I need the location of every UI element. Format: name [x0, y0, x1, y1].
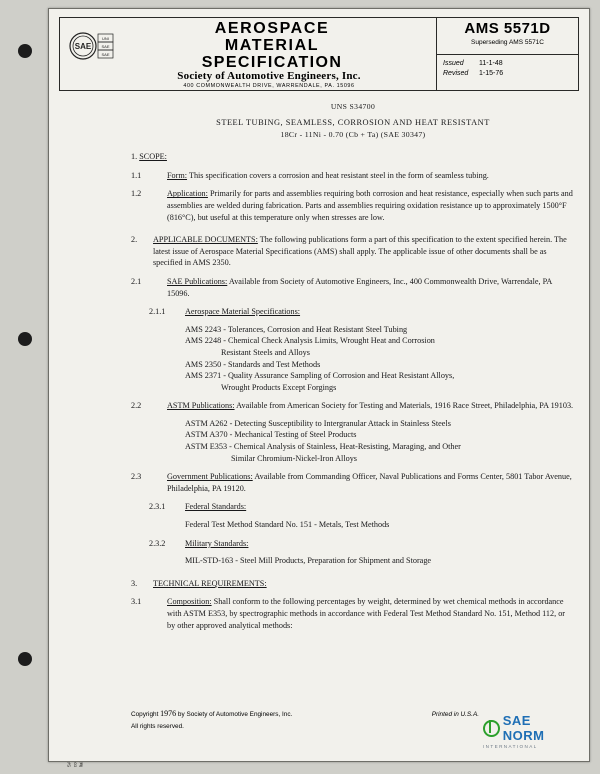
paragraph-2-2-number: 2.2: [131, 401, 142, 411]
subject-line-2: 18Cr - 11Ni - 0.70 (Cb + Ta) (SAE 30347): [280, 129, 426, 139]
paragraph-2-3-1: [131, 501, 575, 513]
list-item: ASTM E353 - Chemical Analysis of Stainless, Heat-Resisting, Maraging, and Other: [185, 442, 461, 452]
list-item: Similar Chromium-Nickel-Iron Alloys: [231, 453, 357, 463]
section-1-title: SCOPE:: [139, 152, 167, 162]
document-body: [131, 101, 575, 631]
paragraph-2-1-1-number: 2.1.1: [149, 307, 166, 317]
paragraph-3-1-lead: Composition:: [167, 597, 212, 607]
section-2-heading: [131, 234, 575, 269]
section-3-heading: [131, 578, 575, 590]
paragraph-3-1-number: 3.1: [131, 597, 142, 607]
revised-label: Revised: [443, 70, 469, 77]
title-line-3: SPECIFICATION: [201, 54, 343, 71]
section-2-number: 2.: [131, 235, 138, 245]
brand-watermark: [483, 713, 575, 749]
list-item: AMS 2243 - Tolerances, Corrosion and Heat Resistant Steel Tubing: [185, 324, 408, 334]
punch-hole-middle: [18, 332, 32, 346]
copyright-label: Copyright: [131, 711, 159, 718]
astm-reference-list: [131, 418, 575, 464]
punch-hole-bottom: [18, 652, 32, 666]
list-item: AMS 2371 - Quality Assurance Sampling of Corrosion and Heat Resistant Alloys,: [185, 371, 455, 381]
society-address: 400 COMMONWEALTH DRIVE, WARRENDALE, PA. 15096: [183, 83, 355, 89]
document-title: [122, 20, 422, 71]
uns-designation: UNS S34700: [330, 102, 376, 111]
spec-divider: [437, 54, 578, 55]
paragraph-2-1-text: Available from Society of Automotive Engineers, Inc., 400 Commonwealth Drive, Warrendale, PA 15096.: [167, 276, 552, 298]
svg-text:SAE: SAE: [74, 42, 92, 51]
paragraph-1-2-number: 1.2: [131, 189, 142, 199]
paragraph-2-2-text: Available from American Society for Testing and Materials, 1916 Race Street, Philadelphia, PA 19103.: [236, 401, 574, 411]
section-2-title: APPLICABLE DOCUMENTS:: [153, 235, 258, 245]
paragraph-1-2: [131, 188, 575, 223]
section-3-number: 3.: [131, 578, 138, 588]
paragraph-2-3-1-number: 2.3.1: [149, 502, 166, 512]
list-item: Wrought Products Except Forgings: [221, 382, 337, 392]
list-item: ASTM A370 - Mechanical Testing of Steel Products: [185, 430, 357, 440]
paragraph-2-3-lead: Government Publications:: [167, 472, 253, 482]
paragraph-1-2-lead: Application:: [167, 189, 208, 199]
military-standards-list: [131, 555, 575, 567]
svg-text:SAE: SAE: [101, 52, 110, 57]
paragraph-2-3: [131, 471, 575, 494]
punch-hole-top: [18, 44, 32, 58]
ams-reference-list: [131, 324, 575, 394]
paragraph-2-1: [131, 276, 575, 299]
section-1-number: 1.: [131, 152, 138, 162]
copyright-owner: by Society of Automotive Engineers, Inc.: [177, 711, 293, 718]
paragraph-2-2: [131, 400, 575, 412]
list-item: MIL-STD-163 - Steel Mill Products, Preparation for Shipment and Storage: [185, 556, 432, 566]
paragraph-1-1-number: 1.1: [131, 170, 142, 180]
list-item: AMS 2248 - Chemical Check Analysis Limits, Wrought Heat and Corrosion: [185, 336, 435, 346]
paragraph-3-1: [131, 596, 575, 631]
list-item: Resistant Steels and Alloys: [221, 347, 310, 357]
paragraph-2-1-lead: SAE Publications:: [167, 276, 228, 286]
paragraph-2-3-2: [131, 538, 575, 550]
superseding-text: Superseding AMS 5571C: [471, 39, 544, 46]
paragraph-1-2-text: Primarily for parts and assemblies requiring both corrosion and heat resistance, especially when such parts and assemblies are welded during fabrication. Parts and assemblies requiring oxidation resistance up to approximately 1500°F (816°C), but useful at this temperature only when stresses are low.: [167, 189, 573, 222]
paragraph-2-3-number: 2.3: [131, 472, 142, 482]
title-line-1: AEROSPACE: [214, 20, 330, 37]
federal-standards-list: [131, 519, 575, 531]
date-block: [437, 58, 578, 78]
paragraph-1-1: [131, 170, 575, 182]
paragraph-2-3-1-lead: Federal Standards:: [185, 502, 247, 512]
issued-label: Issued: [443, 60, 464, 67]
copyright-year: 1976: [160, 709, 177, 718]
list-item: AMS 2350 - Standards and Test Methods: [185, 359, 321, 369]
section-2-intro: The following publications form a part of this specification to the extent specified herein. The latest issue of Aerospace Material Specifications (AMS) shall apply. The applicable issue of other documents shall be as specified in AMS 2350.: [153, 235, 567, 268]
brand-name: SAE NORM: [502, 713, 545, 743]
section-1-heading: [131, 151, 575, 163]
issued-row: [437, 58, 578, 68]
paragraph-2-1-number: 2.1: [131, 276, 142, 286]
paragraph-2-2-lead: ASTM Publications:: [167, 401, 235, 411]
paragraph-2-3-text: Available from Commanding Officer, Naval Publications and Forms Center, 5801 Tabor Avenue, Philadelphia, PA 19120.: [167, 472, 572, 493]
copyright-block: [131, 709, 292, 731]
society-block: [104, 70, 434, 89]
revised-row: [437, 68, 578, 78]
section-3-title: TECHNICAL REQUIREMENTS:: [153, 578, 267, 588]
spec-id-block: [437, 18, 578, 90]
paragraph-2-1-1-lead: Aerospace Material Specifications:: [185, 307, 301, 317]
list-item: ASTM A262 - Detecting Susceptibility to Intergranular Attack in Stainless Steels: [185, 418, 451, 428]
paragraph-2-1-1: [131, 306, 575, 318]
globe-icon: [483, 720, 500, 737]
title-line-2: MATERIAL: [224, 37, 320, 54]
spec-number: AMS 5571D: [464, 20, 551, 37]
paragraph-1-1-lead: Form:: [167, 170, 188, 180]
brand-subtitle: INTERNATIONAL: [483, 744, 538, 749]
list-item: Federal Test Method Standard No. 151 - Metals, Test Methods: [185, 520, 390, 530]
issued-date: 11-1-48: [479, 60, 503, 67]
paragraph-1-1-text: This specification covers a corrosion and heat resistant steel in the form of seamless tubing.: [188, 170, 489, 180]
paragraph-2-3-2-number: 2.3.2: [149, 538, 166, 548]
svg-text:SAE: SAE: [101, 44, 110, 49]
svg-text:UNI: UNI: [102, 36, 109, 41]
document-header: [59, 17, 579, 91]
paragraph-2-3-2-lead: Military Standards:: [185, 538, 249, 548]
sae-logo-icon: [68, 24, 116, 68]
spec-number-block: [437, 20, 578, 46]
society-name: Society of Automotive Engineers, Inc.: [177, 70, 361, 82]
revised-date: 1-15-76: [479, 70, 504, 77]
document-sheet: [48, 8, 590, 762]
rights-reserved: All rights reserved.: [131, 723, 184, 730]
document-footer: [131, 709, 575, 749]
subject-line-1: STEEL TUBING, SEAMLESS, CORROSION AND HEAT RESISTANT: [216, 117, 490, 127]
printed-in: Printed in U.S.A.: [431, 711, 479, 718]
paragraph-3-1-text: Shall conform to the following percentages by weight, determined by wet chemical methods in accordance with ASTM E353, by spectrographic methods in accordance with Federal Test Method Standard No. 151, Method 112, or by other approved analytical methods:: [167, 597, 566, 630]
